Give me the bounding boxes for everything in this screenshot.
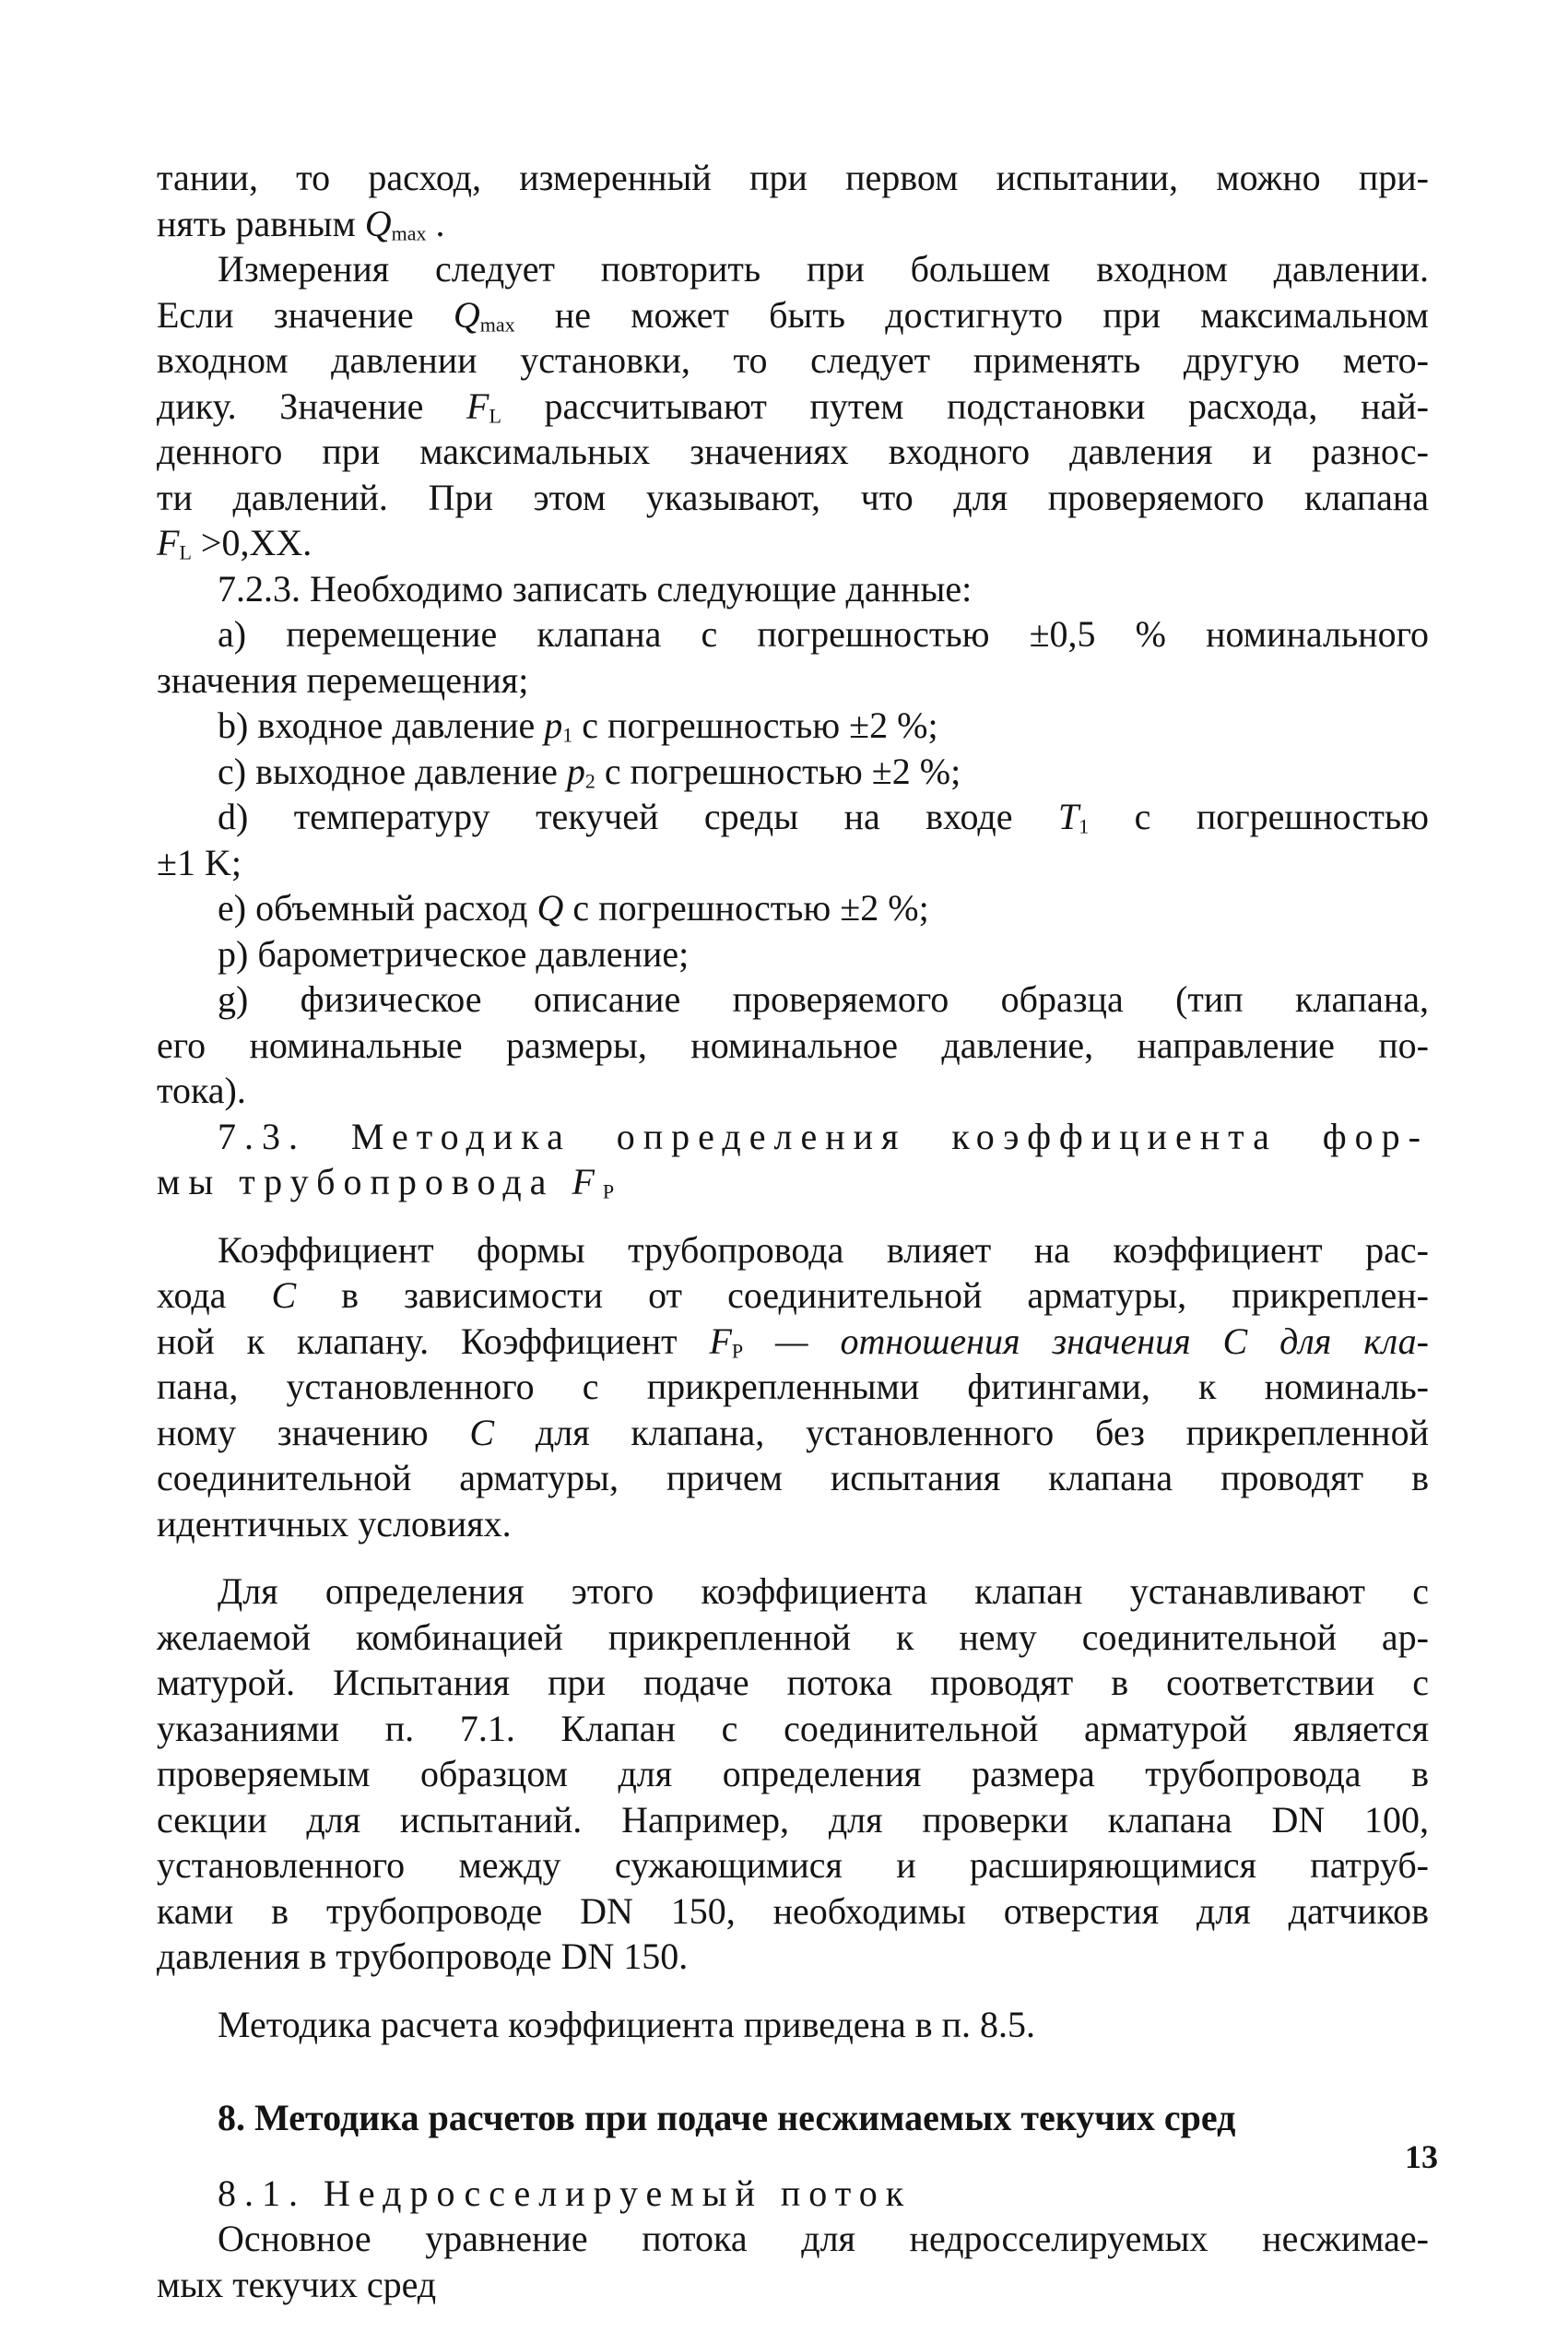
list-item-b: b) входное давление $p_1$ с погрешностью ±2 %; [218,704,938,747]
text-line: ками в трубопроводе DN 150, необходимы отверстия для датчиков [157,1889,1429,1932]
text-line: $F_L >0,XX$. [157,522,312,564]
text-line: Если значение $Q_{max}$ не может быть достигнуто при максимальном [157,293,1429,336]
text-line: хода C в зависимости от соединительной арматуры, прикреплен- [157,1274,1429,1316]
text-line: идентичных условиях. [157,1502,512,1545]
text-line: проверяемым образцом для определения размера трубопровода в [157,1753,1429,1794]
text-line: ной к клапану. Коэффициент $F_P$ — отношения значения C для кла- [157,1320,1430,1362]
text-line: мых текучих сред [157,2263,437,2305]
section-heading-7-3-cont: мы трубопровода $F_P$ [157,1161,623,1203]
section-heading-7-2-3: 7.2.3. Необходимо записать следующие данные: [218,567,973,610]
text-line: матурой. Испытания при подаче потока проводят в соответствии с [157,1662,1429,1703]
section-heading-8: 8. Методика расчетов при подаче несжимаемых текучих сред [218,2097,1236,2138]
paragraph [157,1227,1429,1547]
text-line: соединительной арматуры, причем испытания клапана проводят в [157,1457,1429,1498]
text-line: давления в трубопроводе DN 150. [157,1935,689,1977]
page-body [157,155,1429,2307]
list-item-a: а) перемещение клапана с погрешностью ±0,5 % номинального [218,613,1429,655]
section-heading-8-1: 8.1. Недросселируемый поток [218,2172,913,2214]
list-item-d: d) температуру текучей среды на входе $T_1$ с погрешностью [218,796,1429,838]
paragraph [157,2002,1429,2048]
text-line: нять равным $Q_{max}$ . [157,202,445,244]
paragraph [157,1568,1429,1980]
text-line: тока). [157,1070,246,1111]
text-line: денного при максимальных значениях входного давления и разнос- [157,431,1429,472]
text-line: секции для испытаний. Например, для проверки клапана DN 100, [157,1798,1429,1841]
text-line: Методика расчета коэффициента приведена в п. 8.5. [218,2003,1036,2045]
text-line: его номинальные размеры, номинальное давление, направление по- [157,1024,1429,1066]
text-line: ти давлений. При этом указывают, что для проверяемого клапана [157,476,1429,518]
page-number: 13 [1405,2138,1438,2175]
list-item-e: е) объемный расход Q с погрешностью ±2 %; [218,887,929,929]
list-item-c: с) выходное давление $p_2$ с погрешностью ±2 %; [218,750,961,792]
text-line: Для определения этого коэффициента клапан устанавливают с [218,1570,1429,1612]
section-heading-7-3: 7.3. Методика определения коэффициента фор- [218,1115,1429,1157]
list-item-p: р) барометрическое давление; [218,932,690,975]
text-line: Основное уравнение потока для недросселируемых несжимае- [218,2218,1429,2259]
text-line: установленного между сужающимися и расширяющимися патруб- [157,1844,1429,1886]
text-line: дику. Значение $F_L$ рассчитывают путем подстановки расхода, най- [157,385,1429,427]
text-line: значения перемещения; [157,658,529,701]
text-line: ±1 K; [157,841,242,883]
text-line: ному значению C для клапана, установленного без прикрепленной [157,1411,1429,1453]
list-item-g: g) физическое описание проверяемого образца (тип клапана, [218,978,1429,1020]
text-line: тании, то расход, измеренный при первом испытании, можно при- [157,157,1429,198]
text-line: желаемой комбинацией прикрепленной к нему соединительной ар- [157,1616,1429,1658]
text-line: указаниями п. 7.1. Клапан с соединительной арматурой является [157,1707,1429,1749]
text-line: пана, установленного с прикрепленными фитингами, к номиналь- [157,1366,1429,1407]
text-line: Коэффициент формы трубопровода влияет на коэффициент рас- [218,1228,1429,1271]
text-line: Измерения следует повторить при большем входном давлении. [218,248,1429,290]
text-line: входном давлении установки, то следует применять другую мето- [157,339,1429,381]
